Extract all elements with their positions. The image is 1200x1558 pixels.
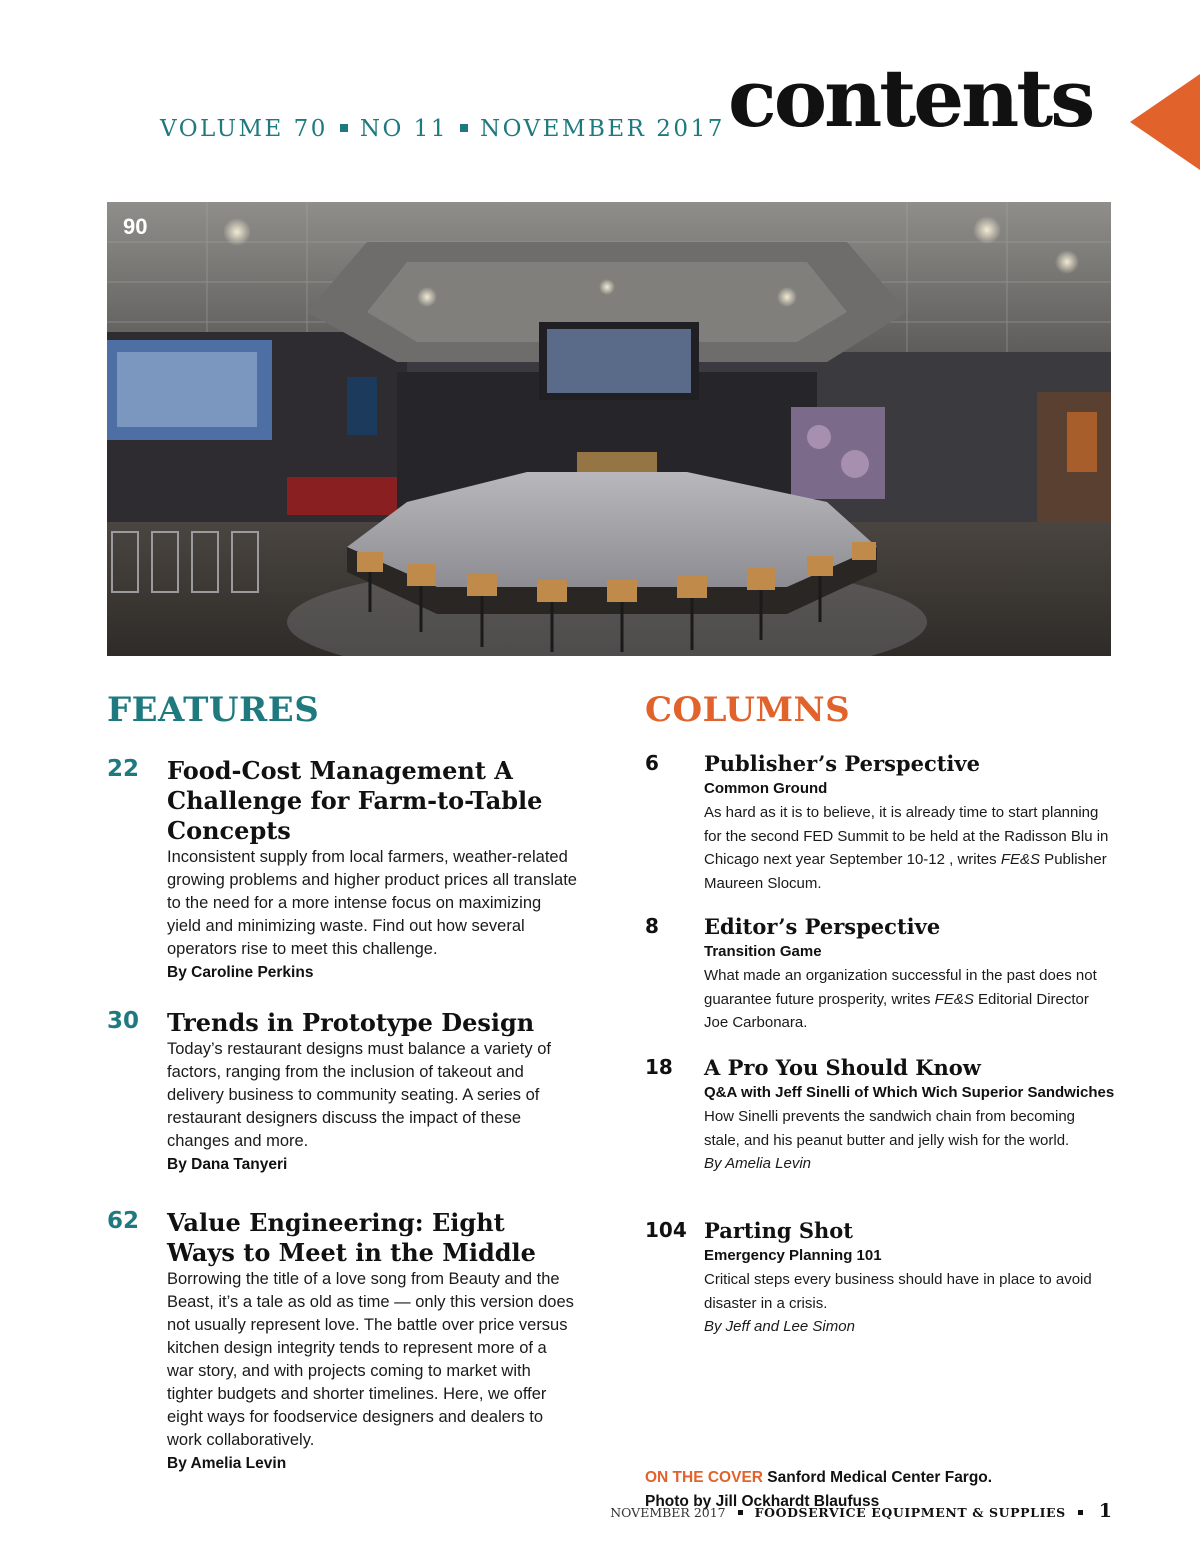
column-item[interactable] (645, 1218, 1115, 1339)
footer-separator-icon (1078, 1510, 1083, 1515)
feature-byline: By Caroline Perkins (167, 964, 314, 981)
feature-description: Borrowing the title of a love song from Beauty and the Beast, it’s a tale as old as time — only this version does not usually represent love. The battle over price versus kitchen design integrity tends to represent more of a war story, and with projects coming to market with tighter budgets and shorter timelines. Here, we offer eight ways for foodservice designers and dealers to work collaboratively. (167, 1270, 574, 1449)
column-subtitle: Common Ground (704, 780, 828, 797)
feature-item[interactable] (107, 1008, 577, 1177)
column-description (704, 964, 1115, 1035)
column-subtitle: Emergency Planning 101 (704, 1247, 882, 1264)
publication-abbrev: FE&S (934, 990, 974, 1008)
feature-description: Today’s restaurant designs must balance a variety of factors, ranging from the inclusion of takeout and delivery business to community seating. A series of restaurant designers discuss the impact of these changes and more. (167, 1040, 551, 1150)
issue-number: NO 11 (359, 116, 448, 142)
volume-label: VOLUME 70 (160, 116, 328, 142)
column-description-text: As hard as it is to believe, it is already time to start planning for the second FED Summit to be held at the Radisson Blu in Chicago next year September 10-12 , writes (704, 804, 1109, 868)
column-byline: By Amelia Levin (704, 1155, 811, 1172)
column-item[interactable] (645, 1055, 1115, 1176)
feature-byline: By Dana Tanyeri (167, 1156, 288, 1173)
issue-date: NOVEMBER 2017 (479, 116, 725, 142)
issue-line (160, 116, 725, 142)
cover-photo (107, 202, 1111, 656)
feature-title[interactable]: Food-Cost Management A Challenge for Farm-to-Table Concepts (167, 756, 543, 845)
column-page-number: 18 (645, 1055, 673, 1079)
column-subtitle: Transition Game (704, 943, 822, 960)
column-title[interactable]: Parting Shot (704, 1218, 853, 1243)
column-description (704, 801, 1115, 895)
photo-page-number: 90 (123, 214, 148, 239)
column-description-text: What made an organization successful in the past does not guarantee future prosperity, writes (704, 967, 1097, 1008)
column-description-text: Publisher Maureen Slocum. (704, 851, 1107, 892)
separator-square-icon (460, 124, 468, 132)
cover-label: ON THE COVER (645, 1469, 763, 1486)
page-title: contents (728, 51, 1093, 145)
page-footer (610, 1500, 1112, 1522)
feature-description: Inconsistent supply from local farmers, weather-related growing problems and higher product prices all translate to the need for a more intense focus on maximizing yield and minimizing waste. Find out how several operators rise to meet this challenge. (167, 848, 577, 958)
column-title[interactable]: Publisher’s Perspective (704, 751, 980, 776)
column-description-text: Editorial Director Joe Carbonara. (704, 990, 1089, 1031)
cover-text: Sanford Medical Center Fargo. (767, 1469, 993, 1486)
features-heading: FEATURES (107, 690, 320, 730)
feature-page-number: 62 (107, 1208, 140, 1234)
column-item[interactable] (645, 751, 1115, 895)
footer-date: NOVEMBER 2017 (610, 1505, 726, 1520)
column-item[interactable] (645, 914, 1115, 1035)
column-title[interactable]: Editor’s Perspective (704, 914, 941, 939)
column-title[interactable]: A Pro You Should Know (704, 1055, 981, 1080)
feature-item[interactable] (107, 1208, 577, 1476)
feature-item[interactable] (107, 756, 577, 985)
publication-abbrev: FE&S (1000, 851, 1041, 868)
feature-title[interactable]: Trends in Prototype Design (167, 1008, 535, 1037)
bar-interior-illustration (107, 202, 1111, 656)
column-description: How Sinelli prevents the sandwich chain from becoming stale, and his peanut butter and jelly wish for the world. (704, 1108, 1076, 1149)
corner-triangle-icon (1130, 74, 1200, 170)
column-subtitle: Q&A with Jeff Sinelli of Which Wich Superior Sandwiches (704, 1084, 1115, 1101)
column-page-number: 8 (645, 914, 659, 938)
column-page-number: 104 (645, 1218, 687, 1242)
cover-credit: Photo by Jill Ockhardt Blaufuss (645, 1493, 880, 1510)
feature-title[interactable]: Value Engineering: Eight Ways to Meet in the Middle (167, 1208, 536, 1267)
separator-square-icon (340, 124, 348, 132)
footer-page-number: 1 (1098, 1500, 1112, 1522)
feature-byline: By Amelia Levin (167, 1455, 287, 1472)
column-description: Critical steps every business should have in place to avoid disaster in a crisis. (704, 1271, 1092, 1312)
footer-publication: FOODSERVICE EQUIPMENT & SUPPLIES (754, 1505, 1066, 1520)
column-byline: By Jeff and Lee Simon (704, 1318, 855, 1335)
feature-page-number: 30 (107, 1008, 140, 1034)
columns-heading: COLUMNS (645, 690, 851, 730)
column-page-number: 6 (645, 751, 659, 775)
footer-separator-icon (738, 1510, 743, 1515)
feature-page-number: 22 (107, 756, 140, 782)
